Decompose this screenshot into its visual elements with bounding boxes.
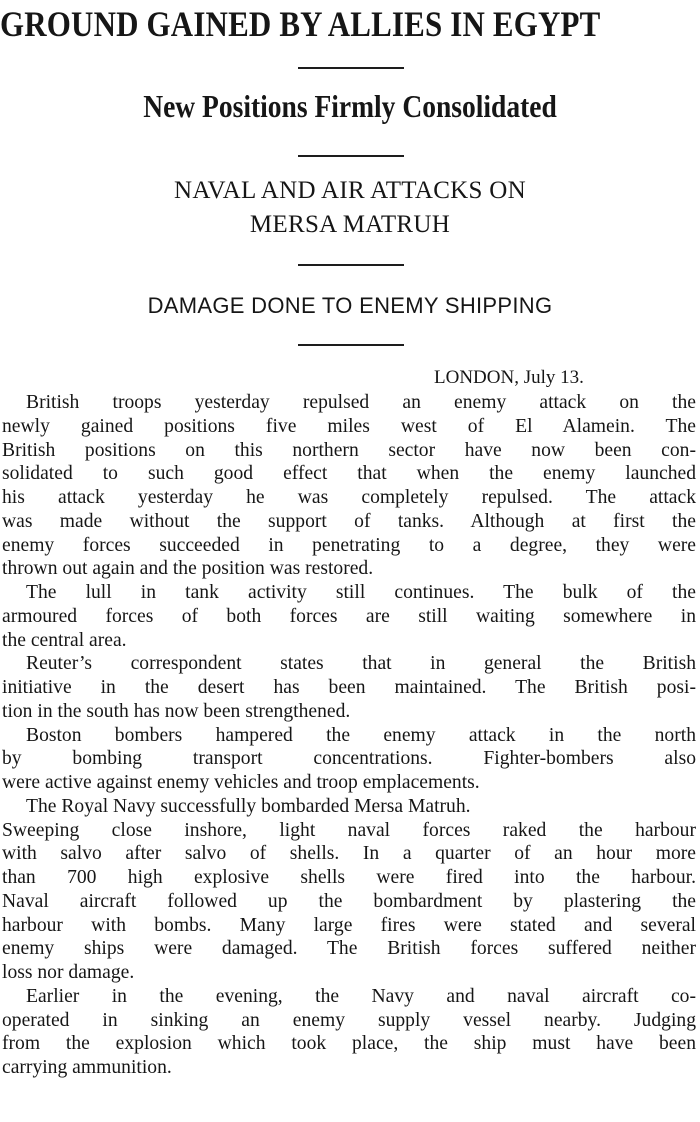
body-line: with salvo after salvo of shells. In a quarter of an hour more [2,843,696,865]
body-line: than 700 high explosive shells were fired into the harbour. [2,867,696,888]
body-line: enemy ships were damaged. The British forces suffered neither [2,938,696,960]
divider-rule-4 [298,344,404,346]
subheadline: New Positions Firmly Consolidated [143,88,557,124]
divider-rule-3 [298,264,404,266]
body-line: Reuter’s correspondent states that in general the British [26,653,696,675]
body-line: initiative in the desert has been maintained. The British posi- [2,677,696,698]
body-line: Boston bombers hampered the enemy attack in the north [26,724,696,746]
body-line: his attack yesterday he was completely repulsed. The attack [2,487,696,508]
body-line: the central area. [2,629,127,651]
body-line: The Royal Navy successfully bombarded Mersa Matruh. [26,795,471,817]
body-line: solidated to such good effect that when the enemy launched [2,463,696,485]
body-line: The lull in tank activity still continues. The bulk of the [26,582,696,603]
body-line: enemy forces succeeded in penetrating to a degree, they were [2,534,696,556]
body-line: carrying ammunition. [2,1057,172,1078]
body-line: Sweeping close inshore, light naval forces raked the harbour [2,819,696,841]
deck-line-1: NAVAL AND AIR ATTACKS ON [173,177,526,204]
body-line: tion in the south has now been strengthened. [2,700,351,722]
body-line: British positions on this northern sector have now been con- [2,439,696,461]
body-line: Earlier in the evening, the Navy and naval aircraft co- [26,985,696,1007]
divider-rule-2 [298,155,404,157]
body-line: from the explosion which took place, the ship must have been [2,1033,696,1055]
deck-headline [0,174,700,242]
body-line: thrown out again and the position was restored. [2,558,374,580]
body-line: harbour with bombs. Many large fires were stated and several [2,914,696,936]
dateline: LONDON, July 13. [434,367,584,388]
divider-rule-1 [298,67,404,69]
body-line: were active against enemy vehicles and troop emplacements. [2,772,480,793]
body-line: by bombing transport concentrations. Fighter-bombers also [2,748,696,770]
body-line: armoured forces of both forces are still waiting somewhere in [2,605,696,627]
headline: GROUND GAINED BY ALLIES IN EGYPT [0,4,601,44]
body-line: was made without the support of tanks. Although at first the [2,510,696,532]
body-line: Naval aircraft followed up the bombardment by plastering the [2,890,696,912]
deck-headline-2: DAMAGE DONE TO ENEMY SHIPPING [147,293,553,318]
body-line: loss nor damage. [2,962,135,983]
body-line: British troops yesterday repulsed an enemy attack on the [26,392,696,413]
body-line: operated in sinking an enemy supply vessel nearby. Judging [2,1009,696,1031]
body-line: newly gained positions five miles west of El Alamein. The [2,415,696,437]
article-body [0,391,700,1080]
deck-line-2: MERSA MATRUH [249,211,451,238]
